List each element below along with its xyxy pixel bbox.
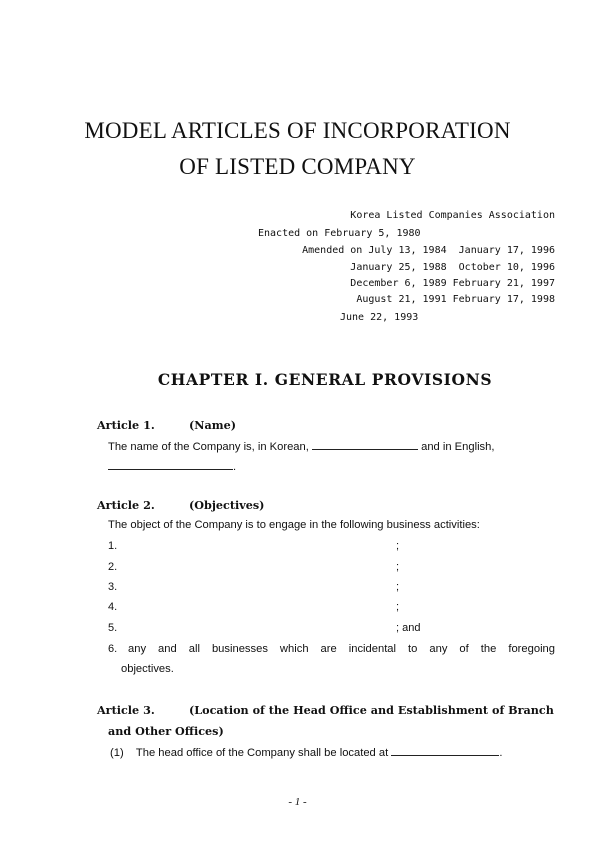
article-2-title: (Objectives) <box>189 498 265 512</box>
article-3-title-line-1: (Location of the Head Office and Establishment of Branch <box>189 703 554 717</box>
paragraph-1-end: . <box>499 747 503 759</box>
article-1-text-before: The name of the Company is, in Korean, <box>108 441 309 453</box>
chapter-heading: CHAPTER Ⅰ. GENERAL PROVISIONS <box>157 370 493 389</box>
objective-item-semicolon: ; <box>396 540 400 552</box>
article-1-title: (Name) <box>189 418 237 432</box>
amended-dates-2: January 25, 1988 October 10, 1996 <box>350 262 555 273</box>
objective-item-number: 4. <box>108 601 118 613</box>
article-3-title-line-2: and Other Offices) <box>108 724 224 738</box>
objective-item-semicolon: ; <box>396 601 400 613</box>
objective-item-number: 5. <box>108 622 118 634</box>
amended-dates-1: Amended on July 13, 1984 January 17, 1996 <box>302 245 555 256</box>
article-2-number: Article 2. <box>97 498 155 512</box>
objective-item-semicolon: ; <box>396 561 400 573</box>
page-number: - 1 - <box>288 796 307 808</box>
article-1-heading <box>97 418 236 432</box>
objective-item-6-number: 6. <box>108 643 118 655</box>
document-title-line-2: OF LISTED COMPANY <box>179 154 416 179</box>
article-1-text-line-2 <box>108 458 236 473</box>
head-office-location-blank[interactable] <box>391 744 499 756</box>
association-name: Korea Listed Companies Association <box>350 210 555 221</box>
article-3-number: Article 3. <box>97 703 155 717</box>
article-1-text-middle: and in English, <box>421 441 495 453</box>
amended-dates-5: June 22, 1993 <box>340 312 419 323</box>
objective-item-number: 2. <box>108 561 118 573</box>
objective-item-6-line-1: any and all businesses which are incidental to any of the foregoing <box>128 643 555 655</box>
objective-item-number: 1. <box>108 540 118 552</box>
article-3-paragraph-1 <box>110 744 502 759</box>
document-title-line-1: MODEL ARTICLES OF INCORPORATION <box>84 118 511 143</box>
article-1-text-line-1 <box>108 438 495 453</box>
enacted-date: Enacted on February 5, 1980 <box>258 228 421 239</box>
article-2-intro: The object of the Company is to engage in the following business activities: <box>108 519 480 531</box>
objective-item-number: 3. <box>108 581 118 593</box>
objective-item-6-line-2: objectives. <box>121 663 174 675</box>
article-1-number: Article 1. <box>97 418 155 432</box>
article-1-text-end: . <box>233 461 237 473</box>
objective-item-and: ; and <box>396 622 421 634</box>
korean-name-blank[interactable] <box>312 438 418 450</box>
article-3-heading <box>97 703 554 717</box>
paragraph-1-text: The head office of the Company shall be located at <box>135 747 389 759</box>
article-2-heading <box>97 498 264 512</box>
amended-dates-4: August 21, 1991 February 17, 1998 <box>356 294 555 305</box>
objective-item-semicolon: ; <box>396 581 400 593</box>
amended-dates-3: December 6, 1989 February 21, 1997 <box>350 278 555 289</box>
paragraph-1-number: (1) <box>110 747 124 759</box>
english-name-blank[interactable] <box>108 458 233 470</box>
